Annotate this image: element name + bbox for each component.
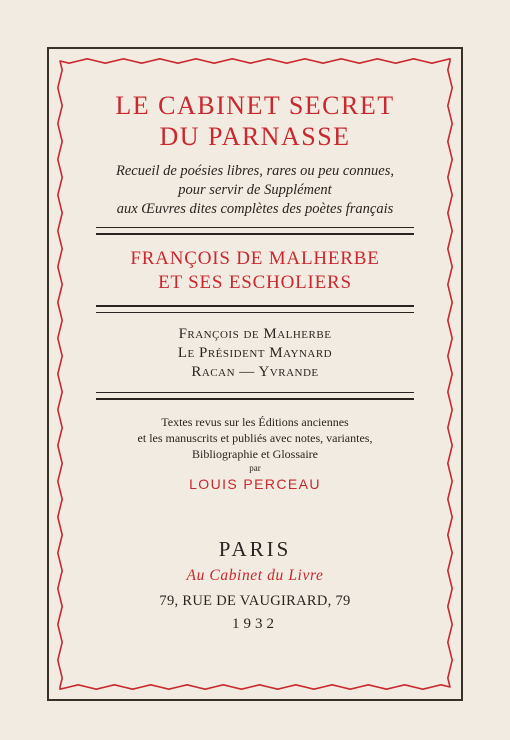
title-line-2: DU PARNASSE bbox=[159, 122, 351, 151]
main-title bbox=[66, 90, 444, 152]
double-rule-1 bbox=[96, 227, 414, 235]
subtitle-line-1: Recueil de poésies libres, rares ou peu connues, bbox=[116, 163, 394, 179]
notes-line-3: Bibliographie et Glossaire bbox=[192, 447, 318, 461]
section-heading bbox=[66, 247, 444, 295]
publisher: Au Cabinet du Livre bbox=[186, 567, 324, 584]
double-rule-3 bbox=[96, 392, 414, 400]
city: PARIS bbox=[218, 537, 292, 561]
edition-notes bbox=[66, 414, 444, 474]
authors-list bbox=[66, 325, 444, 382]
editor-name: LOUIS PERCEAU bbox=[189, 476, 321, 492]
subtitle-line-3: aux Œuvres dites complètes des poètes français bbox=[116, 201, 394, 217]
section-line-1: FRANÇOIS DE MALHERBE bbox=[130, 248, 380, 269]
subtitle-line-2: pour servir de Supplément bbox=[178, 182, 332, 198]
double-rule-2 bbox=[96, 305, 414, 313]
year: 1932 bbox=[232, 616, 278, 632]
notes-line-1: Textes revus sur les Éditions anciennes bbox=[161, 415, 349, 429]
notes-line-2: et les manuscrits et publiés avec notes, variantes, bbox=[137, 431, 373, 445]
title-line-1: LE CABINET SECRET bbox=[115, 91, 395, 120]
subtitle bbox=[66, 162, 444, 219]
par-word: par bbox=[249, 463, 261, 473]
author-item: Le Président Maynard bbox=[177, 345, 333, 361]
author-item: François de Malherbe bbox=[178, 326, 332, 342]
section-line-2: ET SES ESCHOLIERS bbox=[158, 272, 352, 293]
title-page-content bbox=[66, 90, 444, 633]
address: 79, RUE DE VAUGIRARD, 79 bbox=[159, 593, 351, 609]
author-item: Racan — Yvrande bbox=[191, 364, 319, 380]
